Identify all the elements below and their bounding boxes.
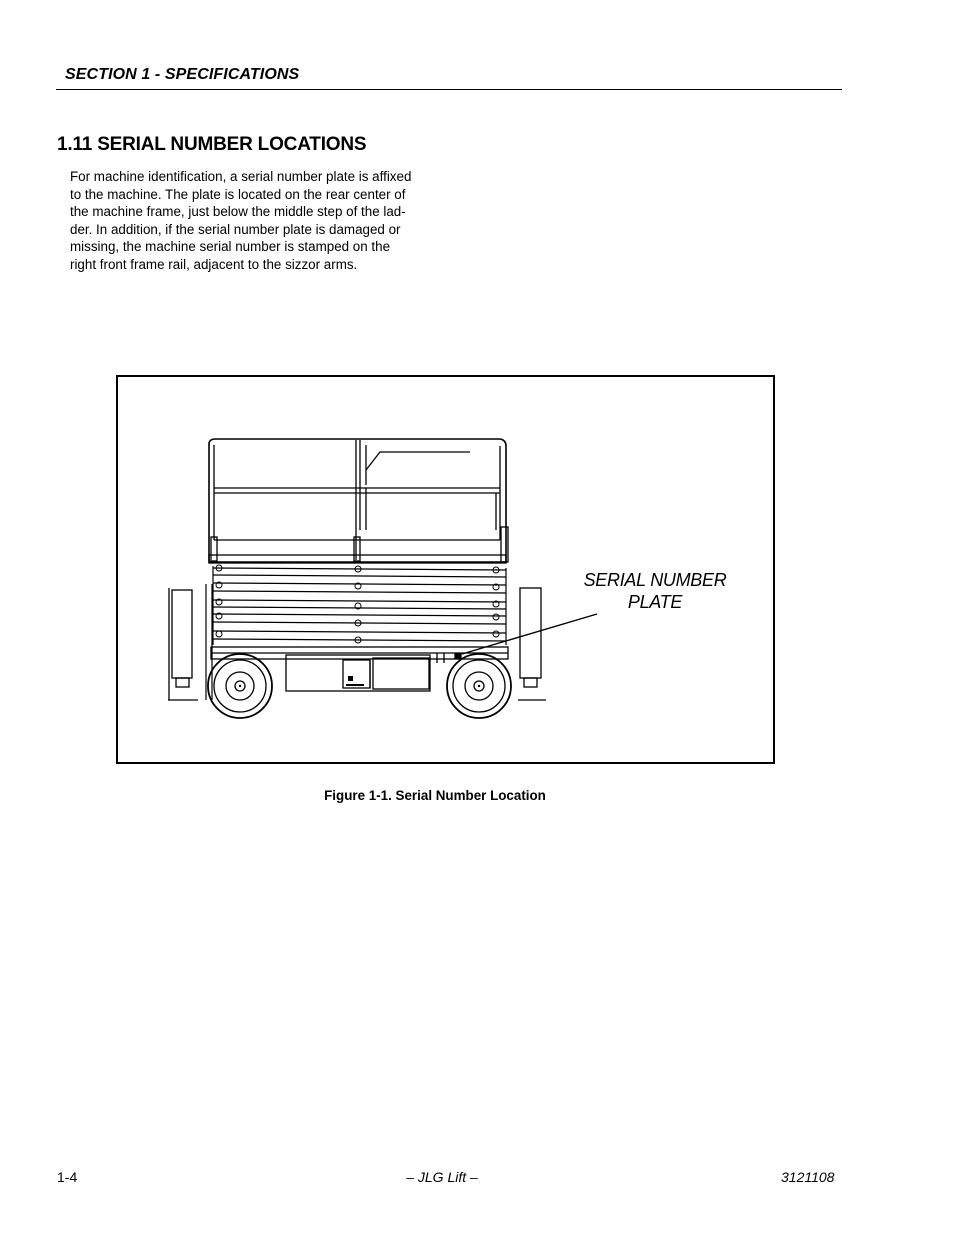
section-header: SECTION 1 - SPECIFICATIONS [65, 66, 300, 83]
callout-line: PLATE [627, 592, 683, 612]
paragraph-line: missing, the machine serial number is stamped on the [70, 239, 391, 255]
serial-number-plate-callout [567, 569, 743, 613]
callout-line: SERIAL NUMBER [583, 570, 727, 590]
paragraph-line: der. In addition, if the serial number plate is damaged or [70, 221, 401, 237]
paragraph-line: For machine identification, a serial number plate is affixed [70, 169, 412, 184]
figure-caption: Figure 1-1. Serial Number Location [324, 788, 546, 803]
section-heading: 1.11 SERIAL NUMBER LOCATIONS [57, 134, 367, 155]
footer-title: – JLG Lift – [406, 1169, 478, 1185]
paragraph-line: right front frame rail, adjacent to the sizzor arms. [70, 256, 358, 272]
paragraph-line: to the machine. The plate is located on the rear center of [70, 186, 406, 202]
paragraph-line: the machine frame, just below the middle step of the lad- [70, 204, 406, 220]
page-number: 1-4 [57, 1169, 78, 1185]
document-number: 3121108 [781, 1169, 835, 1185]
